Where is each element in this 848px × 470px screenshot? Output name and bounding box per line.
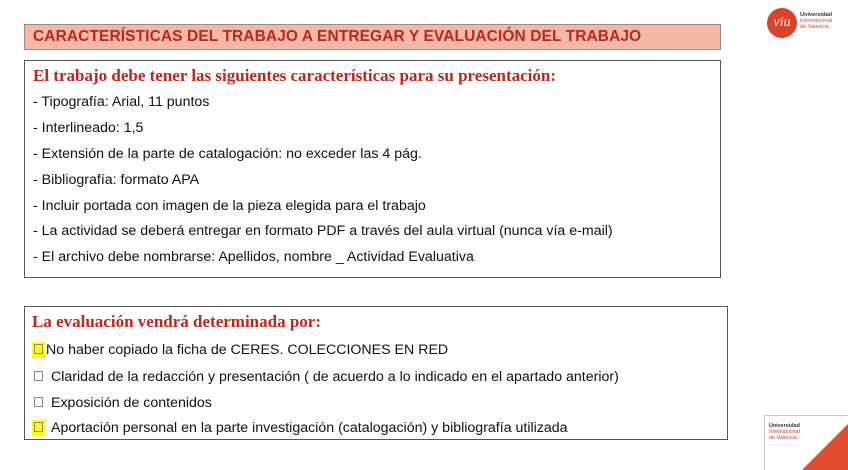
presentation-requirements-box — [24, 60, 721, 278]
university-logo-text — [800, 12, 832, 31]
logo-line-2: Internacional — [800, 18, 833, 25]
corner-logo-line-3: de Valencia — [769, 435, 797, 441]
criterion-text: Exposición de contenidos — [51, 395, 212, 411]
criterion-text: No haber copiado la ficha de CERES. COLECCIONES EN RED — [46, 342, 449, 358]
requirement-item: - El archivo debe nombrarse: Apellidos, nombre _ Actividad Evaluativa — [33, 249, 474, 265]
viu-logo-icon: viu — [767, 8, 797, 38]
corner-logo — [764, 415, 848, 470]
criterion-text: Claridad de la redacción y presentación ( de acuerdo a lo indicado en el apartado anterior) — [51, 369, 619, 385]
criterion-item — [32, 393, 212, 413]
requirement-item: - Bibliografía: formato APA — [33, 172, 200, 188]
corner-logo-line-1: Universidad — [769, 423, 800, 429]
criterion-text: Aportación personal en la parte investigación (catalogación) y bibliografía utilizada — [51, 420, 568, 436]
checkbox-icon — [34, 422, 43, 432]
corner-logo-line-2: Internacional — [769, 429, 800, 435]
requirement-item: - Interlineado: 1,5 — [33, 120, 144, 136]
highlight-mark — [32, 342, 45, 358]
section-title: CARACTERÍSTICAS DEL TRABAJO A ENTREGAR Y EVALUACIÓN DEL TRABAJO — [33, 28, 642, 45]
criterion-item — [32, 419, 568, 439]
checkbox-icon — [34, 397, 43, 407]
evaluation-heading: La evaluación vendrá determinada por: — [32, 312, 321, 331]
logo-line-3: de Valencia — [800, 24, 829, 31]
highlight-mark — [32, 420, 45, 436]
evaluation-criteria-box — [24, 306, 728, 440]
corner-triangle-decoration — [802, 424, 848, 470]
requirement-item: - La actividad se deberá entregar en formato PDF a través del aula virtual (nunca vía e-mail) — [33, 223, 613, 239]
checkbox-icon — [34, 344, 43, 354]
logo-line-1: Universidad — [800, 12, 833, 18]
requirement-item: - Extensión de la parte de catalogación: no exceder las 4 pág. — [33, 146, 422, 162]
presentation-heading: El trabajo debe tener las siguientes características para su presentación: — [33, 66, 556, 85]
requirement-item: - Tipografía: Arial, 11 puntos — [33, 94, 210, 110]
requirement-item: - Incluir portada con imagen de la pieza elegida para el trabajo — [33, 198, 426, 214]
criterion-item — [32, 367, 619, 387]
section-header-bar — [24, 24, 721, 50]
checkbox-icon — [34, 371, 43, 381]
corner-logo-text — [769, 423, 800, 441]
criterion-item — [32, 341, 448, 361]
